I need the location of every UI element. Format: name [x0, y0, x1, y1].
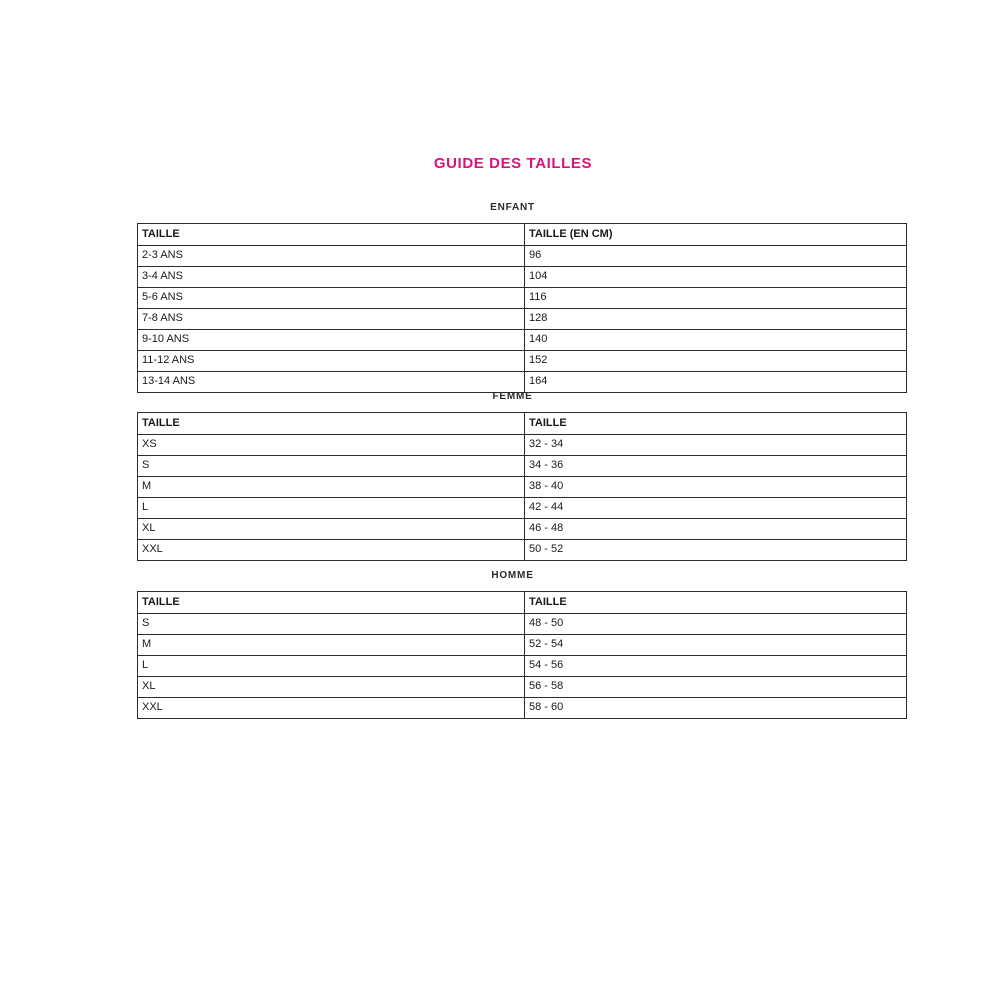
- cell-size: S: [138, 456, 525, 477]
- cell-value: 46 - 48: [525, 519, 907, 540]
- table-row: [138, 677, 907, 698]
- section-title-enfant: ENFANT: [490, 202, 535, 213]
- cell-size: 13-14 ANS: [138, 372, 525, 393]
- section-femme: [137, 391, 888, 561]
- section-enfant: [137, 202, 888, 393]
- cell-value: 164: [525, 372, 907, 393]
- section-title-femme: FEMME: [492, 391, 533, 402]
- table-row: [138, 267, 907, 288]
- cell-size: 2-3 ANS: [138, 246, 525, 267]
- table-row: [138, 372, 907, 393]
- table-header-row: [138, 224, 907, 246]
- table-header-row: [138, 592, 907, 614]
- column-header-value: TAILLE (EN CM): [525, 224, 907, 246]
- table-row: [138, 477, 907, 498]
- cell-size: L: [138, 656, 525, 677]
- table-row: [138, 698, 907, 719]
- cell-value: 104: [525, 267, 907, 288]
- cell-size: 11-12 ANS: [138, 351, 525, 372]
- section-homme: [137, 570, 888, 719]
- cell-value: 48 - 50: [525, 614, 907, 635]
- cell-size: L: [138, 498, 525, 519]
- cell-value: 56 - 58: [525, 677, 907, 698]
- cell-value: 52 - 54: [525, 635, 907, 656]
- cell-size: 9-10 ANS: [138, 330, 525, 351]
- table-header-row: [138, 413, 907, 435]
- table-row: [138, 498, 907, 519]
- cell-size: XXL: [138, 698, 525, 719]
- size-table-enfant: [137, 223, 907, 393]
- cell-value: 38 - 40: [525, 477, 907, 498]
- cell-value: 128: [525, 309, 907, 330]
- table-row: [138, 456, 907, 477]
- cell-value: 140: [525, 330, 907, 351]
- size-table-homme: [137, 591, 907, 719]
- cell-value: 54 - 56: [525, 656, 907, 677]
- table-row: [138, 309, 907, 330]
- cell-size: 3-4 ANS: [138, 267, 525, 288]
- cell-size: 7-8 ANS: [138, 309, 525, 330]
- table-row: [138, 656, 907, 677]
- page-title: GUIDE DES TAILLES: [433, 155, 593, 172]
- table-row: [138, 330, 907, 351]
- cell-size: XL: [138, 677, 525, 698]
- table-row: [138, 519, 907, 540]
- cell-size: XS: [138, 435, 525, 456]
- cell-size: 5-6 ANS: [138, 288, 525, 309]
- cell-size: M: [138, 635, 525, 656]
- cell-value: 50 - 52: [525, 540, 907, 561]
- column-header-size: TAILLE: [138, 592, 525, 614]
- table-row: [138, 435, 907, 456]
- cell-value: 34 - 36: [525, 456, 907, 477]
- table-row: [138, 351, 907, 372]
- section-title-homme: HOMME: [491, 570, 534, 581]
- cell-value: 42 - 44: [525, 498, 907, 519]
- cell-value: 152: [525, 351, 907, 372]
- cell-value: 116: [525, 288, 907, 309]
- column-header-value: TAILLE: [525, 413, 907, 435]
- size-table-femme: [137, 412, 907, 561]
- table-row: [138, 540, 907, 561]
- column-header-value: TAILLE: [525, 592, 907, 614]
- cell-size: XXL: [138, 540, 525, 561]
- cell-value: 96: [525, 246, 907, 267]
- table-row: [138, 635, 907, 656]
- column-header-size: TAILLE: [138, 413, 525, 435]
- cell-size: XL: [138, 519, 525, 540]
- column-header-size: TAILLE: [138, 224, 525, 246]
- cell-size: M: [138, 477, 525, 498]
- table-row: [138, 288, 907, 309]
- cell-size: S: [138, 614, 525, 635]
- cell-value: 32 - 34: [525, 435, 907, 456]
- table-row: [138, 614, 907, 635]
- cell-value: 58 - 60: [525, 698, 907, 719]
- table-row: [138, 246, 907, 267]
